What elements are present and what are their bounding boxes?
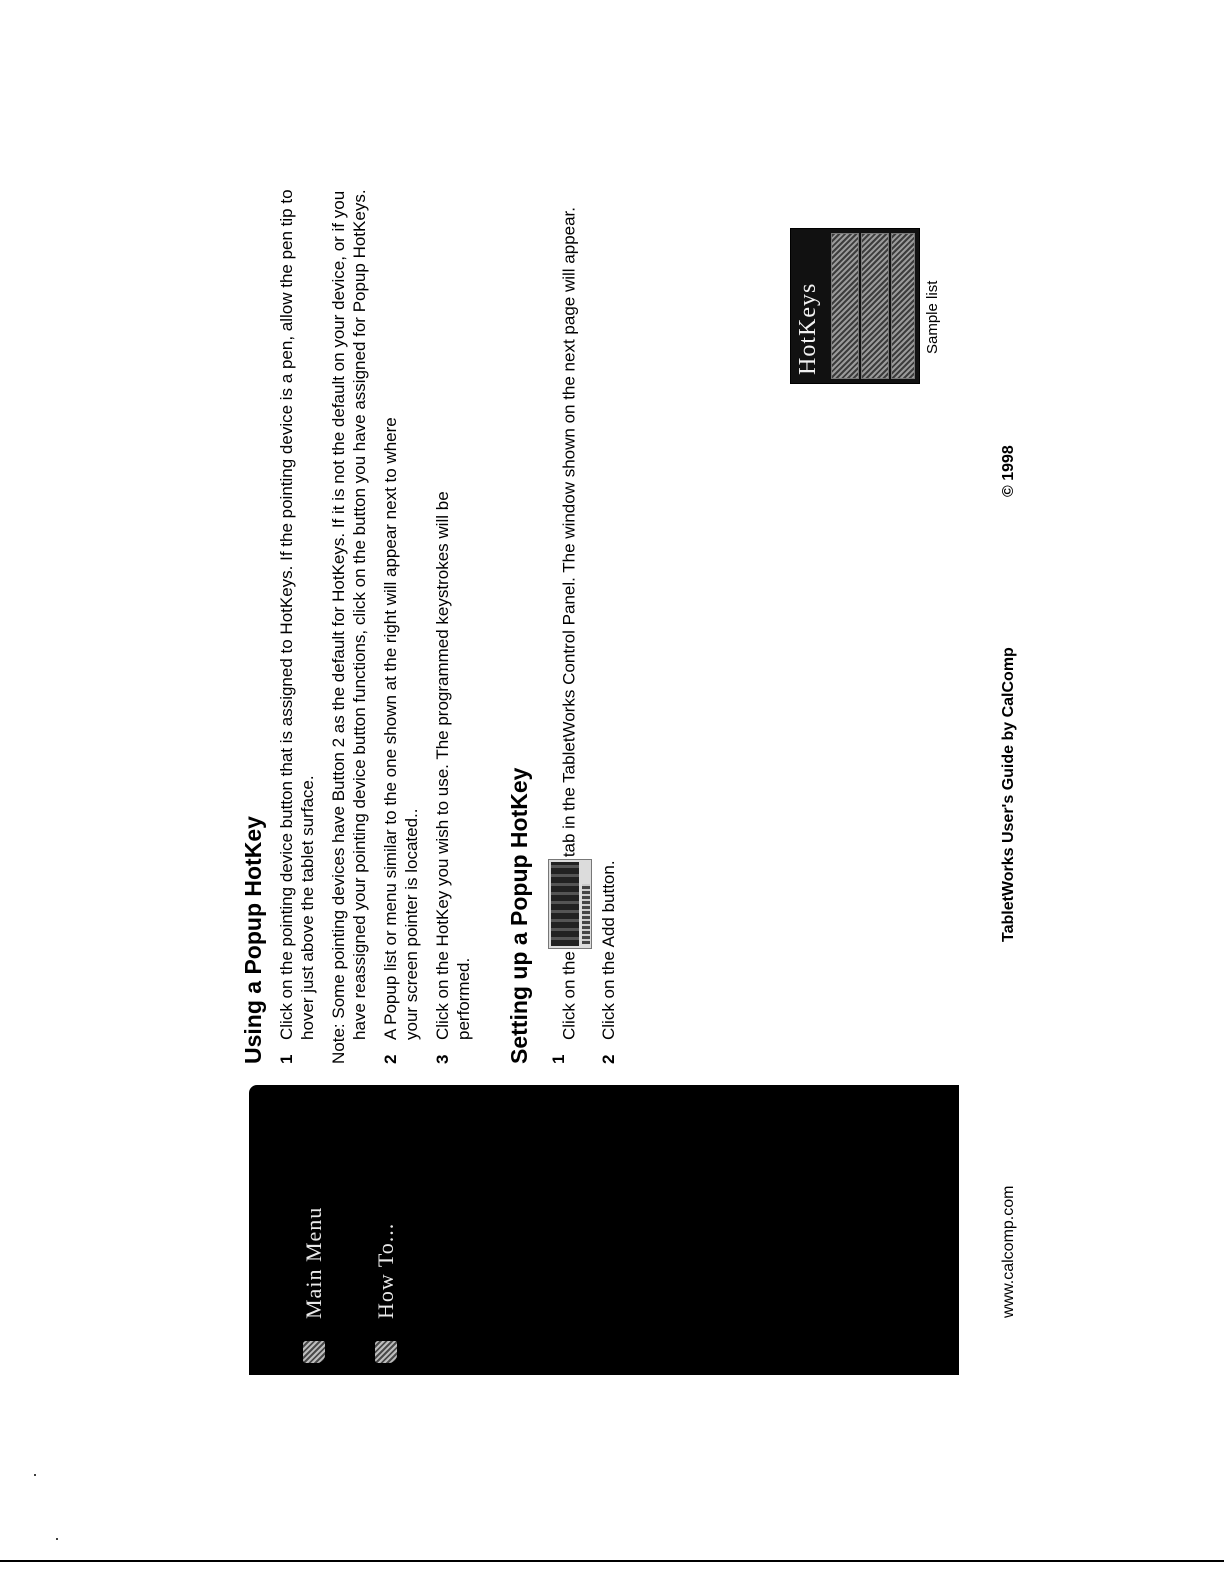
footer-guide-title: TabletWorks User's Guide by CalComp: [1000, 647, 1017, 942]
section-heading-setting-up: Setting up a Popup HotKey: [506, 767, 532, 1064]
instruction-step: 1 Click on the tab in the TabletWorks Control Panel. The window shown on the next page will appear.: [548, 160, 592, 1064]
footer-url: www.calcomp.com: [1000, 1185, 1017, 1318]
instruction-step: 2 A Popup list or menu similar to the one shown at the right will appear next to where your screen pointer is located..: [381, 417, 421, 1064]
sidebar-item-label: How To...: [373, 1222, 398, 1319]
note-text: Note: Some pointing devices have Button 2 as the default for HotKeys. If it is not the default on your device, or if you have reassigned your pointing device button functions, click on the button you have assigned for Popup HotKeys.: [329, 189, 369, 1064]
scan-speck: [34, 1474, 36, 1476]
sidebar-item-main-menu[interactable]: [295, 1085, 335, 1375]
scan-edge-line: [0, 1560, 1224, 1562]
footer-copyright: © 1998: [1000, 445, 1017, 497]
sample-popup-title: HotKeys: [795, 282, 821, 375]
sidebar-item-how-to[interactable]: [367, 1085, 407, 1375]
list-item[interactable]: [831, 233, 859, 379]
scan-speck: [56, 1538, 58, 1540]
hotkeys-sample-popup: [790, 228, 920, 384]
list-item[interactable]: [861, 233, 889, 379]
sidebar-item-label: Main Menu: [301, 1206, 326, 1319]
sidebar: [249, 1085, 959, 1375]
hotkeys-tab-thumbnail: [548, 859, 592, 949]
instruction-step: 2 Click on the Add button.: [599, 860, 618, 1064]
sample-caption: Sample list: [924, 280, 941, 354]
list-item[interactable]: [891, 233, 915, 379]
section-heading-using: Using a Popup HotKey: [240, 816, 266, 1064]
pen-icon: [303, 1341, 325, 1363]
instruction-step: 3 Click on the HotKey you wish to use. The programmed keystrokes will be performed.: [433, 491, 473, 1064]
instruction-step: 1 Click on the pointing device button that is assigned to HotKeys. If the pointing device is a pen, allow the pen tip to hover just above the tablet surface.: [277, 189, 317, 1064]
pen-icon: [375, 1341, 397, 1363]
main-content: [238, 184, 619, 1064]
